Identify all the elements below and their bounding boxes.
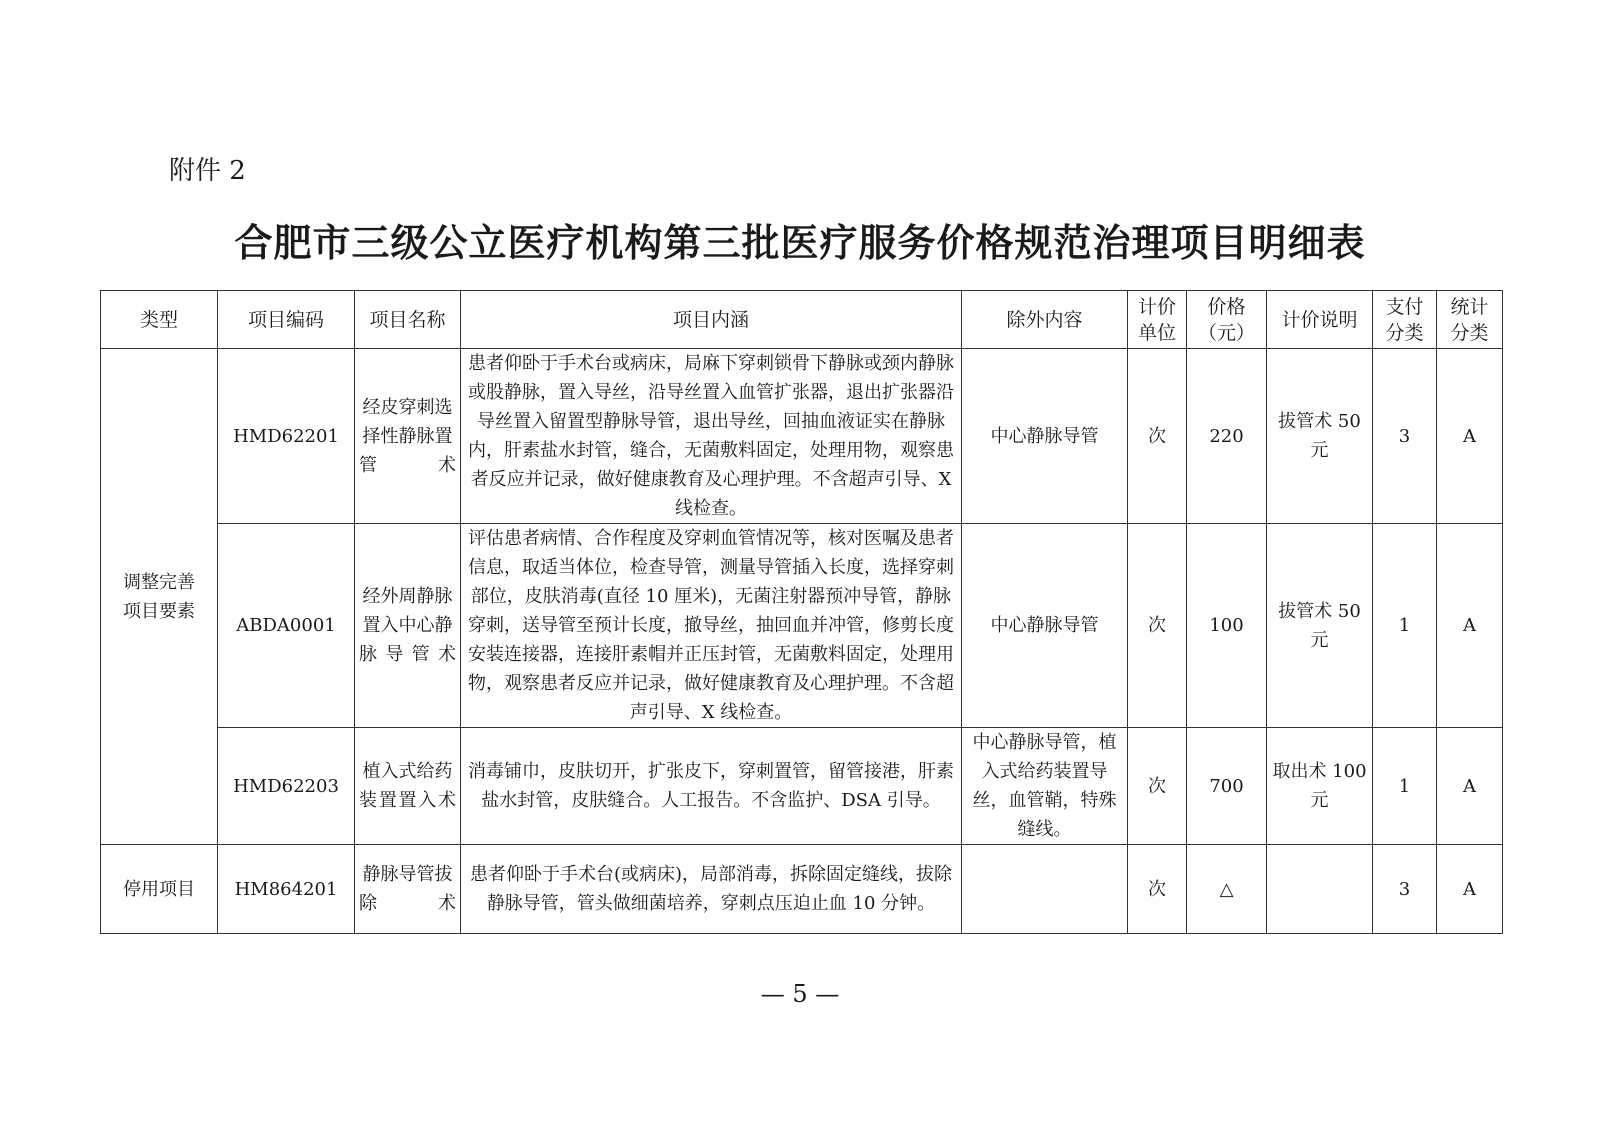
unit-cell: 次 <box>1128 349 1187 524</box>
header-payment: 支付 分类 <box>1373 291 1437 349</box>
content-cell: 消毒铺巾，皮肤切开，扩张皮下，穿刺置管，留管接港，肝素盐水封管，皮肤缝合。人工报告。不含监护、DSA 引导。 <box>461 728 962 845</box>
header-type: 类型 <box>101 291 218 349</box>
name-cell: 植入式给药装置置入术 <box>355 728 461 845</box>
code-cell: HMD62203 <box>218 728 355 845</box>
attachment-label: 附件 2 <box>169 156 246 186</box>
stat-cell: A <box>1437 349 1503 524</box>
price-cell: 100 <box>1187 524 1267 728</box>
note-cell: 取出术 100 元 <box>1267 728 1373 845</box>
payment-cell: 3 <box>1373 845 1437 934</box>
name-cell: 静脉导管拔除术 <box>355 845 461 934</box>
content-cell: 患者仰卧于手术台或病床，局麻下穿刺锁骨下静脉或颈内静脉或股静脉，置入导丝，沿导丝置入血管扩张器，退出扩张器沿导丝置入留置型静脉导管，退出导丝，回抽血液证实在静脉内，肝素盐水封管，缝合，无菌敷料固定，处理用物，观察患者反应并记录，做好健康教育及心理护理。不含超声引导、X 线检查。 <box>461 349 962 524</box>
name-cell: 经皮穿刺选择性静脉置管术 <box>355 349 461 524</box>
header-code: 项目编码 <box>218 291 355 349</box>
table-row <box>101 728 1503 845</box>
code-cell: HMD62201 <box>218 349 355 524</box>
page-title: 合肥市三级公立医疗机构第三批医疗服务价格规范治理项目明细表 <box>234 221 1366 265</box>
code-cell: ABDA0001 <box>218 524 355 728</box>
stat-cell: A <box>1437 845 1503 934</box>
excluded-cell: 中心静脉导管，植入式给药装置导丝，血管鞘，特殊缝线。 <box>962 728 1128 845</box>
note-cell: 拔管术 50 元 <box>1267 349 1373 524</box>
payment-cell: 1 <box>1373 524 1437 728</box>
payment-cell: 3 <box>1373 349 1437 524</box>
excluded-cell: 中心静脉导管 <box>962 524 1128 728</box>
unit-cell: 次 <box>1128 845 1187 934</box>
price-detail-table <box>100 290 1503 934</box>
price-cell: 220 <box>1187 349 1267 524</box>
payment-cell: 1 <box>1373 728 1437 845</box>
header-content: 项目内涵 <box>461 291 962 349</box>
header-unit: 计价 单位 <box>1128 291 1187 349</box>
content-cell: 评估患者病情、合作程度及穿刺血管情况等，核对医嘱及患者信息，取适当体位，检查导管，测量导管插入长度，选择穿刺部位，皮肤消毒(直径 10 厘米)，无菌注射器预冲导管，静脉穿刺，送导管至预计长度，撤导丝，抽回血并冲管，修剪长度安装连接器，连接肝素帽并正压封管，无菌敷料固定，处理用物，观察患者反应并记录，做好健康教育及心理护理。不含超声引导、X 线检查。 <box>461 524 962 728</box>
header-excluded: 除外内容 <box>962 291 1128 349</box>
header-stat: 统计 分类 <box>1437 291 1503 349</box>
note-cell <box>1267 845 1373 934</box>
unit-cell: 次 <box>1128 524 1187 728</box>
type-cell: 调整完善 项目要素 <box>101 349 218 845</box>
page-number: — 5 — <box>760 980 840 1008</box>
name-cell: 经外周静脉置入中心静脉导管术 <box>355 524 461 728</box>
code-cell: HM864201 <box>218 845 355 934</box>
price-cell: 700 <box>1187 728 1267 845</box>
stat-cell: A <box>1437 728 1503 845</box>
table-row <box>101 524 1503 728</box>
note-cell: 拔管术 50 元 <box>1267 524 1373 728</box>
type-cell: 停用项目 <box>101 845 218 934</box>
excluded-cell <box>962 845 1128 934</box>
excluded-cell: 中心静脉导管 <box>962 349 1128 524</box>
table-row <box>101 845 1503 934</box>
header-name: 项目名称 <box>355 291 461 349</box>
price-cell: △ <box>1187 845 1267 934</box>
unit-cell: 次 <box>1128 728 1187 845</box>
stat-cell: A <box>1437 524 1503 728</box>
table-header-row <box>101 291 1503 349</box>
table-row <box>101 349 1503 524</box>
content-cell: 患者仰卧于手术台(或病床)，局部消毒，拆除固定缝线，拔除静脉导管，管头做细菌培养，穿刺点压迫止血 10 分钟。 <box>461 845 962 934</box>
header-price: 价格 （元） <box>1187 291 1267 349</box>
header-note: 计价说明 <box>1267 291 1373 349</box>
